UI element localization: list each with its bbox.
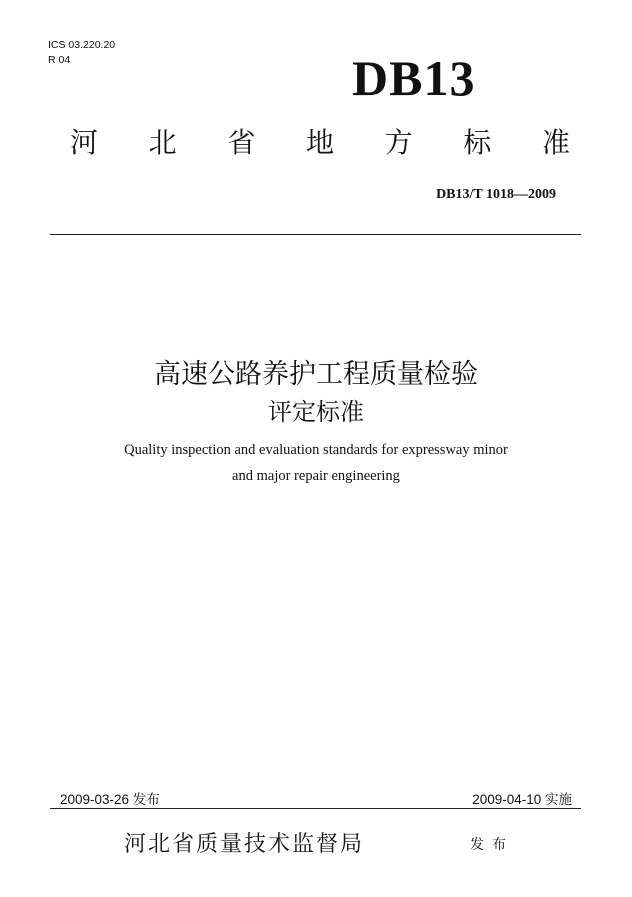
english-title-line-1: Quality inspection and evaluation standards for expressway minor	[124, 442, 508, 458]
issuing-authority: 河北省质量技术监督局	[124, 832, 365, 857]
db13-logo: DB13	[352, 50, 476, 106]
standard-title-char: 河	[70, 126, 99, 159]
standard-title-char: 省	[227, 126, 256, 159]
standard-type-title	[70, 125, 570, 161]
chinese-title-line-2: 评定标准	[268, 398, 364, 426]
standard-title-char: 方	[384, 126, 413, 159]
bottom-divider	[50, 808, 581, 809]
ics-code: ICS 03.220.20	[48, 39, 116, 51]
category-code: R 04	[48, 54, 71, 66]
standard-title-char: 北	[148, 126, 177, 159]
implementation-date: 2009-04-10 实施	[472, 792, 572, 807]
standard-title-char: 地	[305, 126, 334, 159]
issue-date: 2009-03-26 发布	[60, 792, 160, 807]
standard-title-char: 准	[541, 126, 570, 159]
chinese-title-line-1: 高速公路养护工程质量检验	[154, 359, 478, 390]
standard-number: DB13/T 1018—2009	[436, 187, 556, 202]
top-divider	[50, 234, 581, 235]
publish-label: 发布	[470, 837, 514, 853]
english-title-line-2: and major repair engineering	[232, 468, 400, 484]
ics-code-block	[48, 38, 115, 68]
standard-title-char: 标	[463, 126, 492, 159]
